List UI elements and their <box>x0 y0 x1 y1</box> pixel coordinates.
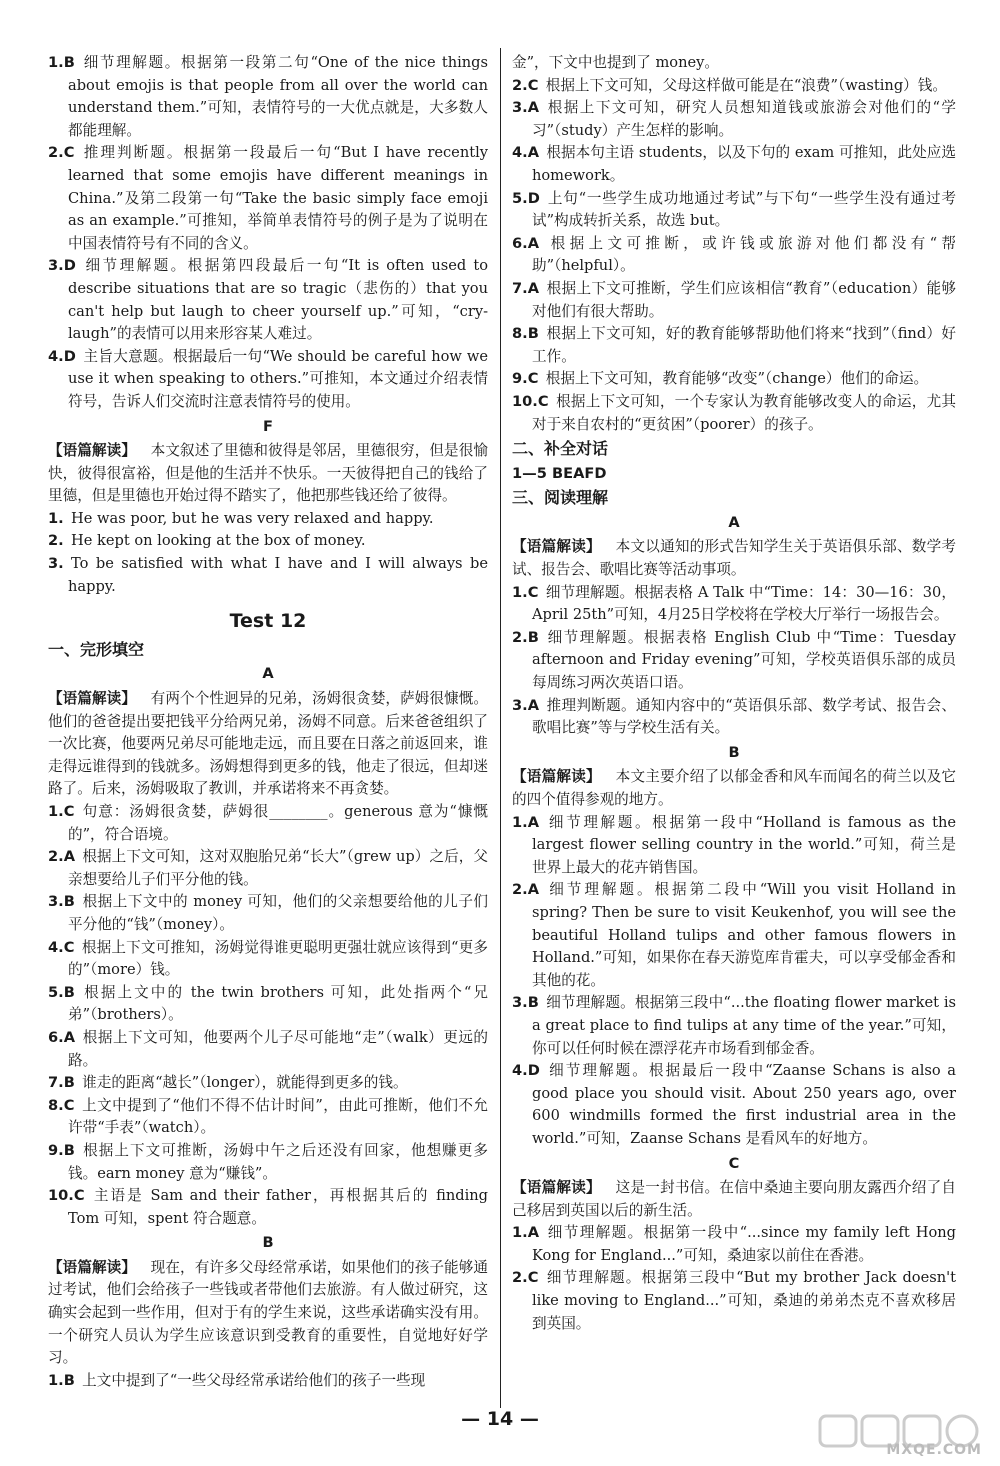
answer-item <box>48 937 488 982</box>
answer-item <box>48 1095 488 1140</box>
answer-number: 5.D <box>512 189 540 207</box>
answer-text: 主旨大意题。根据最后一句“We should be careful how we use it when speaking to others.”可推知，本文通过介绍表情符号，告诉人们交流时注意表情符号的使用。 <box>68 347 488 410</box>
answer-number: 7.A <box>512 279 539 297</box>
dialog-answer: 1—5 BEAFD <box>512 464 607 482</box>
answer-number: 3.A <box>512 696 539 714</box>
answer-text: 根据上下文可知，研究人员想知道钱或旅游会对他们的“学习”（study）产生怎样的影响。 <box>532 99 956 139</box>
answer-text: 上句“一些学生成功地通过考试”与下句“一些学生没有通过考试”构成转折关系，故选 but。 <box>532 189 956 230</box>
answer-item <box>48 801 488 846</box>
answer-text: 句意：汤姆很贪婪，萨姆很________。generous 意为“慷慨的”，符合语境。 <box>68 803 488 843</box>
answer-item <box>48 142 488 255</box>
answer-text: 推理判断题。根据第一段最后一句“But I have recently learned that some emojis have different meanings in China.”及第二段第一句“Take the basic simply face emoji as an example.”可推知，举简单表情符号的例子是为了说明在中国表情符号有不同的含义。 <box>68 144 488 252</box>
passage-summary <box>512 766 956 811</box>
passage-heading: F <box>263 417 273 435</box>
answer-number: 4.D <box>512 1062 540 1080</box>
answer-text: 细节理解题。根据第一段中“...since my family left Hong Kong for England...”可知，桑迪家以前住在香港。 <box>532 1224 956 1264</box>
answer-number: 2.B <box>512 628 539 646</box>
answer-item <box>512 879 956 992</box>
answer-number: 1.C <box>512 583 539 601</box>
answer-number: 2.A <box>512 881 539 899</box>
answer-item <box>512 75 956 98</box>
answer-item <box>512 1222 956 1267</box>
answer-text: 根据上下文可推知，汤姆觉得谁更聪明更强壮就应该得到“更多的”（more）钱。 <box>68 938 488 979</box>
answer-item <box>48 891 488 936</box>
answer-item <box>512 142 956 187</box>
answer-number: 10.C <box>48 1187 85 1205</box>
answer-text: 细节理解题。根据表格 A Talk 中“Time：14：30—16：30，April 25th”可知，4月25日学校将在学校大厅举行一场报告会。 <box>532 583 956 624</box>
column-divider <box>500 48 501 1408</box>
answer-item <box>48 982 488 1027</box>
answer-text: 根据上下文可推断，汤姆中午之后还没有回家，他想赚更多钱。earn money 意为“赚钱”。 <box>68 1141 488 1182</box>
answer-item <box>512 391 956 436</box>
passage-text: 本文主要介绍了以郁金香和风车而闻名的荷兰以及它的四个值得参观的地方。 <box>512 768 956 808</box>
answer-text: 根据上下文可推断，学生们应该相信“教育”（education）能够对他们有很大帮助。 <box>532 279 956 320</box>
answer-number: 6.A <box>512 234 539 252</box>
passage-summary <box>512 1177 956 1222</box>
answer-number: 1. <box>48 509 64 527</box>
answer-number: 4.C <box>48 938 75 956</box>
passage-tag: 【语篇解读】 <box>512 538 601 556</box>
answer-item <box>512 582 956 627</box>
answer-text: 根据上下文可知，教育能够“改变”（change）他们的命运。 <box>545 370 929 388</box>
passage-tag: 【语篇解读】 <box>48 1258 137 1276</box>
answer-text: 根据上下文中的 money 可知，他们的父亲想要给他的儿子们平分他的“钱”（money）。 <box>68 893 488 933</box>
answer-number: 2.A <box>48 848 75 866</box>
answer-number: 5.B <box>48 983 75 1001</box>
answer-text: 上文中提到了“他们不得不估计时间”，由此可推断，他们不允许带“手表”（watch）。 <box>68 1096 488 1137</box>
answer-text: 主语是 Sam and their father，再根据其后的 finding Tom 可知，spent 符合题意。 <box>68 1187 488 1227</box>
answer-number: 1.C <box>48 803 75 820</box>
answer-text: 根据上文可推断，或许钱或旅游对他们都没有“帮助”（helpful）。 <box>532 234 956 275</box>
passage-text: 本文叙述了里德和彼得是邻居，里德很穷，但是很愉快，彼得很富裕，但是他的生活并不快乐。一天彼得把自己的钱给了里德，但是里德也开始过得不踏实了，他把那些钱还给了彼得。 <box>48 442 488 505</box>
continued-text: 金”，下文中也提到了 money。 <box>512 54 719 71</box>
answer-text: 细节理解题。根据第一段第二句“One of the nice things about emojis is that people from all over the world can understand them.”可知，表情符号的一大优点就是，大多数人都能理解。 <box>68 54 488 139</box>
answer-item <box>48 255 488 345</box>
answer-item <box>48 553 488 598</box>
answer-item <box>48 1185 488 1230</box>
answer-number: 2.C <box>48 144 75 162</box>
answer-text: To be satisfied with what I have and I will always be happy. <box>68 555 488 595</box>
answer-number: 1.B <box>48 1371 75 1389</box>
answer-item <box>48 1140 488 1185</box>
answer-item <box>512 188 956 233</box>
answer-number: 1.A <box>512 1224 539 1242</box>
passage-summary <box>512 536 956 581</box>
answer-item <box>512 233 956 278</box>
answer-number: 9.C <box>512 370 539 388</box>
answer-item <box>512 1060 956 1150</box>
answer-item <box>48 346 488 414</box>
section-heading: 一、完形填空 <box>48 639 145 659</box>
answer-item <box>48 846 488 891</box>
page-number: — 14 — <box>461 1408 539 1430</box>
answer-number: 8.B <box>512 325 539 343</box>
passage-tag: 【语篇解读】 <box>512 1179 601 1197</box>
answer-text: 谁走的距离“越长”（longer），就能得到更多的钱。 <box>82 1074 408 1092</box>
answer-item <box>512 368 956 391</box>
answer-text: 细节理解题。根据第一段中“Holland is famous as the largest flower selling country in the world.”可知，荷兰是世界上最大的花卉销售国。 <box>532 813 956 876</box>
passage-text: 本文以通知的形式告知学生关于英语俱乐部、数学考试、报告会、歌唱比赛等活动事项。 <box>512 538 956 579</box>
answer-item <box>512 1267 956 1335</box>
answer-text: 推理判断题。通知内容中的“英语俱乐部、数学考试、报告会、歌唱比赛”等与学校生活有关。 <box>532 696 956 737</box>
answer-item <box>512 695 956 740</box>
answer-text: 细节理解题。根据第二段中“Will you visit Holland in spring? Then be sure to visit Keukenhof, you will see the beautiful Holland tulips and other famous flowers in Holland.”可知，如果你在春天游览库肯霍夫，可以享受郁金香和其他的花。 <box>532 881 956 989</box>
answer-item <box>512 278 956 323</box>
answer-text: 上文中提到了“一些父母经常承诺给他们的孩子一些现 <box>82 1371 426 1389</box>
answer-item <box>512 323 956 368</box>
passage-summary <box>48 1257 488 1370</box>
passage-tag: 【语篇解读】 <box>48 442 137 460</box>
answer-item <box>48 508 488 531</box>
passage-summary <box>48 688 488 801</box>
passage-heading: A <box>728 513 740 531</box>
answer-item <box>48 530 488 553</box>
answer-item <box>48 1072 488 1095</box>
answer-number: 2.C <box>512 76 539 94</box>
answer-number: 8.C <box>48 1096 75 1114</box>
watermark-text: MXQE.COM <box>886 1442 982 1458</box>
answer-item <box>512 992 956 1060</box>
answer-text: 细节理解题。根据第三段中“...the floating flower market is a great place to find tulips at any time of the year.”可知，你可以任何时候在漂浮花卉市场看到郁金香。 <box>532 994 956 1057</box>
passage-tag: 【语篇解读】 <box>48 690 137 708</box>
answer-item <box>48 1027 488 1072</box>
answer-item <box>512 812 956 880</box>
left-column <box>48 52 488 1392</box>
answer-text: 根据上文中的 the twin brothers 可知，此处指两个“兄弟”（brothers）。 <box>68 983 488 1024</box>
answer-number: 3.A <box>512 99 539 117</box>
answer-item <box>512 627 956 695</box>
answer-text: 根据本句主语 students，以及下句的 exam 可推知，此处应选 homework。 <box>532 144 956 184</box>
answer-item <box>512 97 956 142</box>
passage-text: 这是一封书信。在信中桑迪主要向朋友露西介绍了自己移居到英国以后的新生活。 <box>512 1179 956 1219</box>
answer-number: 7.B <box>48 1074 75 1092</box>
answer-text: 根据上下文可知，他要两个儿子尽可能地“走”（walk）更远的路。 <box>68 1028 488 1069</box>
answer-text: 根据上下文可知，好的教育能够帮助他们将来“找到”（find）好工作。 <box>532 325 956 365</box>
answer-text: He was poor, but he was very relaxed and happy. <box>71 509 434 527</box>
test-title: Test 12 <box>229 610 307 633</box>
passage-text: 有两个个性迥异的兄弟，汤姆很贪婪，萨姆很慷慨。他们的爸爸提出要把钱平分给两兄弟，汤姆不同意。后来爸爸组织了一次比赛，他要两兄弟尽可能地走远，而且要在日落之前返回来，谁走得远谁得到的钱就多。汤姆想得到更多的钱，他走了很远，但却迷路了。后来，汤姆吸取了教训，并承诺将来不再贪婪。 <box>48 690 488 798</box>
answer-number: 1.B <box>48 54 75 71</box>
answer-text: 根据上下文可知，一个专家认为教育能够改变人的命运，尤其对于来自农村的“更贫困”（poorer）的孩子。 <box>532 392 956 433</box>
answer-number: 1.A <box>512 813 539 831</box>
answer-text: 根据上下文可知，父母这样做可能是在“浪费”（wasting）钱。 <box>545 76 947 94</box>
answer-item <box>48 52 488 142</box>
passage-heading: C <box>728 1154 740 1172</box>
answer-item <box>48 1370 488 1393</box>
section-heading: 二、补全对话 <box>512 439 609 459</box>
passage-text: 现在，有许多父母经常承诺，如果他们的孩子能够通过考试，他们会给孩子一些钱或者带他们去旅游。有人做过研究，这确实会起到一些作用，但对于有的学生来说，这些承诺确实没有用。一个研究人员认为学生应该意识到受教育的重要性，自觉地好好学习。 <box>48 1258 488 1367</box>
answer-number: 9.B <box>48 1141 75 1159</box>
answer-number: 2. <box>48 532 64 550</box>
section-heading: 三、阅读理解 <box>512 488 609 508</box>
answer-number: 3.D <box>48 257 76 275</box>
answer-number: 3.B <box>48 893 75 911</box>
passage-heading: B <box>728 743 740 761</box>
answer-number: 10.C <box>512 392 549 410</box>
passage-summary <box>48 440 488 508</box>
passage-heading: A <box>262 665 274 683</box>
answer-text: 细节理解题。根据第三段中“But my brother Jack doesn't like moving to England...”可知，桑迪的弟弟杰克不喜欢移居到英国。 <box>532 1269 956 1332</box>
passage-heading: B <box>262 1234 274 1252</box>
answer-number: 6.A <box>48 1028 75 1046</box>
answer-text: 细节理解题。根据表格 English Club 中“Time：Tuesday afternoon and Friday evening”可知，学校英语俱乐部的成员每周练习两次英语口语。 <box>532 628 956 692</box>
right-column <box>512 52 956 1335</box>
passage-tag: 【语篇解读】 <box>512 768 601 786</box>
answer-number: 3. <box>48 555 64 573</box>
answer-number: 4.D <box>48 347 76 365</box>
answer-number: 2.C <box>512 1269 539 1287</box>
answer-text: 细节理解题。根据最后一段中“Zaanse Schans is also a good place you should visit. About 250 years ago, over 600 windmills formed the first industrial area in the world.”可知，Zaanse Schans 是看风车的好地方。 <box>532 1062 956 1147</box>
answer-text: 根据上下文可知，这对双胞胎兄弟“长大”（grew up）之后，父亲想要给儿子们平分他的钱。 <box>68 848 488 888</box>
answer-text: 细节理解题。根据第四段最后一句“It is often used to describe situations that are so tragic（悲伤的）that you can't help but laugh to cheer yourself up.”可知，“cry-laugh”的表情可以用来形容某人难过。 <box>68 257 488 343</box>
answer-text: He kept on looking at the box of money. <box>71 532 366 550</box>
answer-number: 3.B <box>512 994 539 1012</box>
answer-number: 4.A <box>512 144 539 162</box>
